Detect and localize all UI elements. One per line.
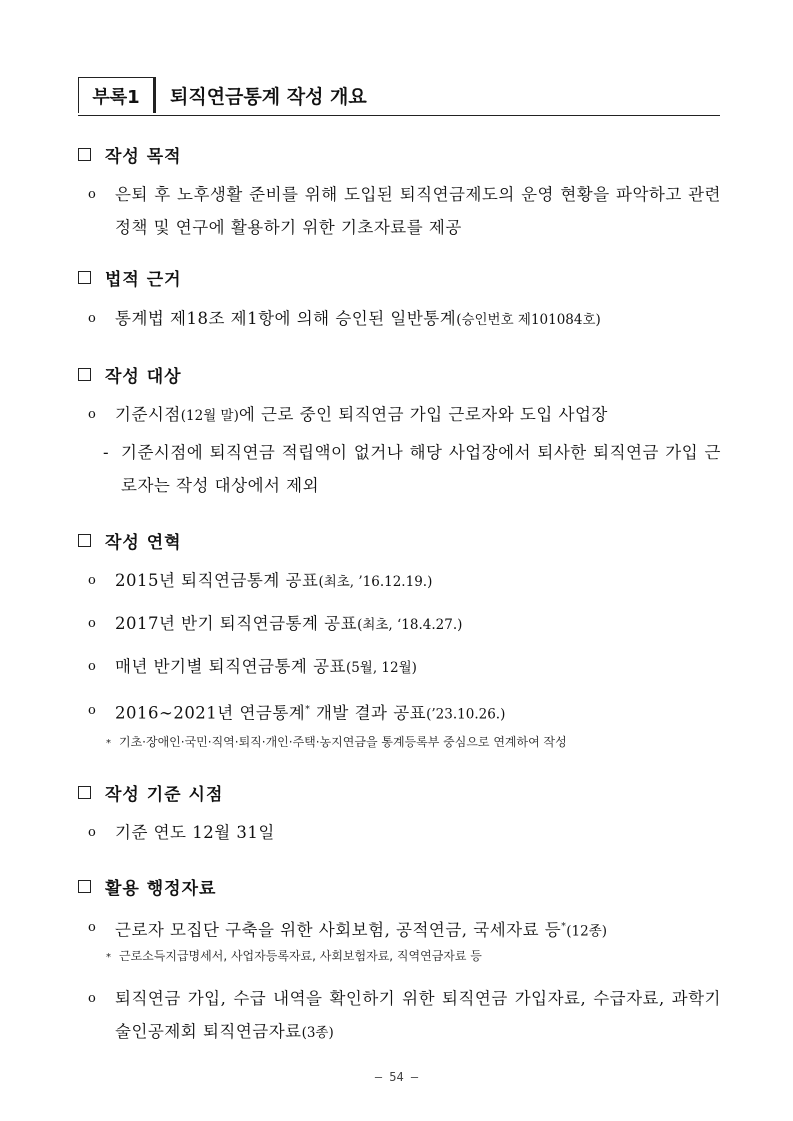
bullet-circle-icon: o — [88, 659, 97, 674]
dash-marker: - — [103, 443, 110, 462]
admin-item — [88, 982, 721, 1050]
legal-text: 통계법 제18조 제1항에 의해 승인된 일반통계 — [115, 309, 457, 328]
page-title: 퇴직연금통계 작성 개요 — [170, 86, 367, 108]
section-heading: 법적 근거 — [105, 270, 182, 290]
bullet-circle-icon: o — [88, 407, 97, 422]
footnote-marker: * — [305, 705, 311, 715]
section-admin — [78, 874, 216, 899]
section-history — [78, 528, 182, 553]
bullet-circle-icon: o — [88, 920, 97, 935]
footnote-text: 근로소득지급명세서, 사업자등록자료, 사회보험자료, 직역연금자료 등 — [119, 949, 482, 963]
bullet-circle-icon: o — [88, 616, 97, 631]
history-text: 2016∼2021년 연금통계 — [115, 703, 306, 723]
bullet-circle-icon: o — [88, 825, 97, 840]
legal-item — [88, 302, 721, 337]
section-reference — [78, 780, 223, 805]
bullet-circle-icon: o — [88, 311, 97, 326]
bullet-circle-icon: o — [88, 573, 97, 588]
history-item — [88, 694, 721, 732]
section-heading: 작성 기준 시점 — [105, 785, 224, 805]
history-date: (5월, 12월) — [345, 660, 417, 676]
bullet-circle-icon: o — [88, 187, 97, 202]
target-text-a: 기준시점 — [115, 405, 181, 424]
approval-number: (승인번호 제101084호) — [456, 312, 601, 328]
bullet-circle-icon: o — [88, 991, 97, 1006]
reference-date-text: 기준 연도 12월 31일 — [115, 823, 275, 842]
checkbox-square-icon — [78, 880, 91, 893]
reference-item — [88, 816, 721, 849]
admin-count: (3종) — [301, 1025, 334, 1041]
admin-text: 퇴직연금 가입, 수급 내역을 확인하기 위한 퇴직연금 가입자료, 수급자료, 과학기술인공제회 퇴직연금자료 — [115, 989, 721, 1041]
footnote-text: 기초·장애인·국민·직역·퇴직·개인·주택·농지연금을 통계등록부 중심으로 연계하여 작성 — [119, 735, 567, 749]
appendix-badge: 부록1 — [78, 77, 156, 113]
checkbox-square-icon — [78, 368, 91, 381]
target-item — [88, 398, 721, 433]
footnote-star: * — [106, 952, 111, 963]
history-footnote — [106, 733, 567, 750]
section-heading: 활용 행정자료 — [105, 879, 217, 899]
history-text-cont: 개발 결과 공표 — [310, 703, 427, 723]
section-purpose — [78, 142, 182, 167]
admin-item — [88, 911, 721, 949]
target-subitem — [103, 436, 721, 502]
admin-count: (12종) — [566, 923, 608, 940]
target-text-small: (12월 말) — [180, 408, 239, 424]
footnote-marker: * — [561, 922, 567, 932]
section-legal — [78, 265, 182, 290]
checkbox-square-icon — [78, 786, 91, 799]
history-text: 2015년 퇴직연금통계 공표 — [115, 571, 319, 590]
title-bar — [78, 77, 720, 116]
purpose-item — [88, 178, 721, 244]
admin-text: 근로자 모집단 구축을 위한 사회보험, 공적연금, 국세자료 등 — [115, 920, 562, 940]
section-heading: 작성 대상 — [105, 367, 182, 387]
checkbox-square-icon — [78, 271, 91, 284]
bullet-circle-icon: o — [88, 703, 97, 718]
section-target — [78, 362, 182, 387]
history-text: 2017년 반기 퇴직연금통계 공표 — [115, 614, 358, 633]
history-item — [88, 607, 721, 642]
target-exclusion-text: 기준시점에 퇴직연금 적립액이 없거나 해당 사업장에서 퇴사한 퇴직연금 가입 근로자는 작성 대상에서 제외 — [121, 443, 721, 495]
history-item — [88, 650, 721, 685]
history-item — [88, 564, 721, 599]
history-date: (’23.10.26.) — [426, 706, 506, 723]
section-heading: 작성 연혁 — [105, 533, 182, 553]
page-number: – 54 – — [374, 1070, 419, 1084]
section-heading: 작성 목적 — [105, 147, 182, 167]
footnote-star: * — [106, 738, 111, 749]
admin-footnote — [106, 947, 482, 964]
history-date: (최초, ‘18.4.27.) — [357, 617, 463, 633]
purpose-text: 은퇴 후 노후생활 준비를 위해 도입된 퇴직연금제도의 운영 현황을 파악하고 관련 정책 및 연구에 활용하기 위한 기초자료를 제공 — [115, 185, 721, 237]
checkbox-square-icon — [78, 148, 91, 161]
target-text-b: 에 근로 중인 퇴직연금 가입 근로자와 도입 사업장 — [238, 405, 608, 424]
history-text: 매년 반기별 퇴직연금통계 공표 — [115, 657, 346, 676]
history-date: (최초, ’16.12.19.) — [318, 574, 433, 590]
checkbox-square-icon — [78, 534, 91, 547]
